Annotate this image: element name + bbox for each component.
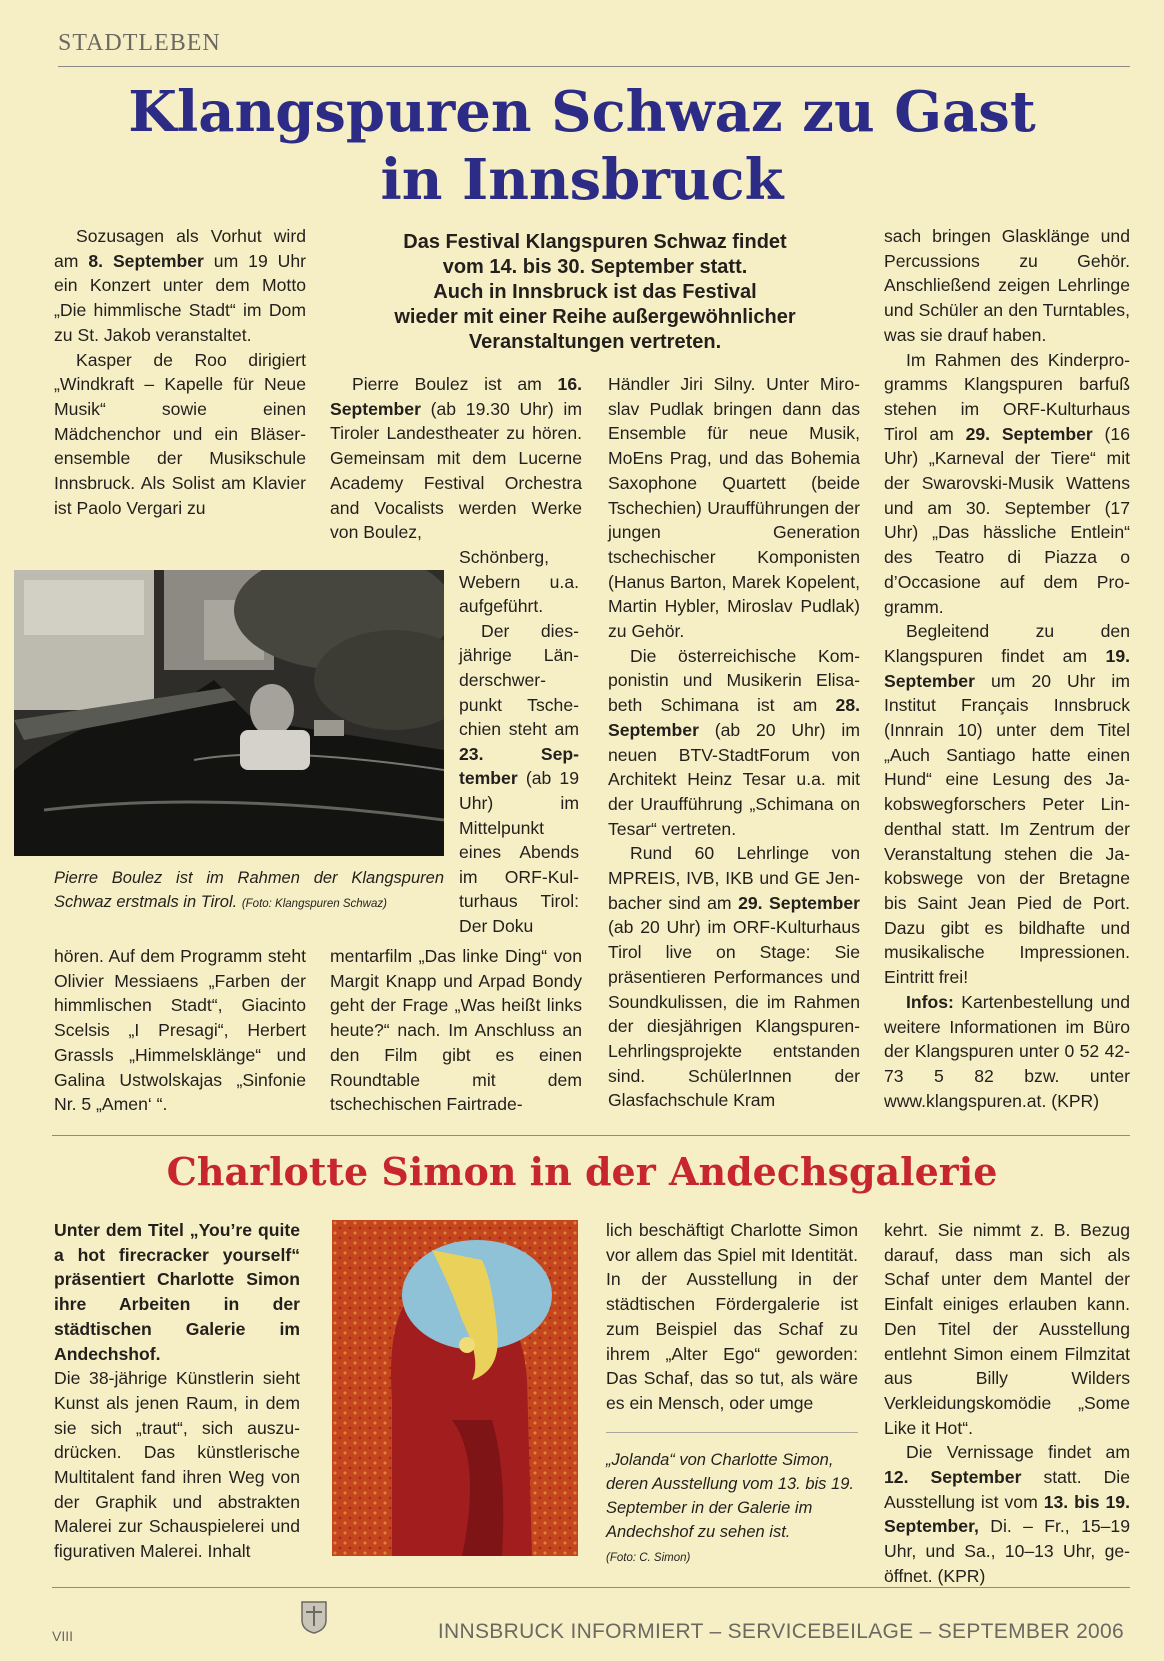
boulez-photo (14, 570, 444, 856)
boulez-photo-illustration (14, 570, 444, 856)
article-headline (60, 78, 1104, 214)
footer-divider (52, 1587, 1130, 1588)
article1-col2-bottom: mentarfilm „Das linke Ding“ von Margit Knapp und Arpad Bondy geht der Frage „Was heißt links heute?“ nach. Im Anschluss an den Film gibt es einen Roundtable mit dem tschechischen Fairtrade- (330, 946, 582, 1115)
top-divider (58, 66, 1130, 67)
article1-col1-top: Sozusagen als Vorhut wird am 8. September um 19 Uhr ein Konzert unter dem Motto „Die himmlische Stadt“ im Dom zu St. Jakob veranstaltet. Kasper de Roo dirigiert „Windkraft – Kapelle für Neue Musik“ sowie einen Mädchenchor und ein Bläserensemble der Musikschule Innsbruck. Als Solist am Klavier ist Paolo Vergari zu (54, 226, 306, 518)
boulez-photo-caption: Pierre Boulez ist im Rahmen der Klangspuren Schwaz erstmals in Tirol. (Foto: Klangspuren Schwaz) (54, 869, 444, 911)
article1-col2-narrow: Schönberg, Webern u.a. aufgeführt. Der diesjährige Länderschwerpunkt Tschechien steht am 23. September (ab 19 Uhr) im Mittelpunkt eines Abends im ORF-Kulturhaus Tirol: Der Doku (459, 547, 579, 936)
article2-col1: Unter dem Titel „You’re quite a hot firecracker yourself“ präsentiert Charlotte Simon ihre Arbeiten in der städtischen Galerie im Andechshof. Die 38-jährige Künstlerin sieht Kunst als jenen Raum, in dem sie sich „traut“, sich auszudrücken. Das künstlerische Multitalent fand ihren Weg von der Graphik und abstrakten Malerei zur Schauspielerei und figurativen Malerei. Inhalt (54, 1220, 300, 1562)
article1-col2-top: Pierre Boulez ist am 16. September (ab 19.30 Uhr) im Tiroler Landestheater zu hören. Gemeinsam mit dem Lucerne Academy Festival Orchestra and Vocalists werden Werke von Boulez, (330, 374, 582, 543)
article1-col3: Händler Jiri Silny. Unter Miroslav Pudlak bringen dann das Ensemble für neue Musik, MoEns Prag, und das Bohemia Saxophone Quartett (beide Tschechien) Uraufführungen der jungen Generation tschechischer Komponisten (Hanus Barton, Marek Kopelent, Martin Hybler, Miroslav Pudlak) zu Gehör. Die österreichische Komponistin und Musikerin Elisabeth Schimana ist am 28. September (ab 20 Uhr) im neuen BTV-StadtForum von Architekt Heinz Tesar u.a. mit der Uraufführung „Schimana on Tesar“ vertreten. Rund 60 Lehrlinge von MPREIS, IVB, IKB und GE Jenbacher sind am 29. September (ab 20 Uhr) im ORF-Kulturhaus Tirol live on Stage: Sie präsentieren Performances und Soundkulissen, die im Rahmen der diesjährigen Klangspuren-Lehrlingsprojekte entstanden sind. SchülerInnen der Glasfachschule Kram (608, 374, 860, 1111)
article1-col1-bottom: hören. Auf dem Programm steht Olivier Messiaens „Farben der himmlischen Stadt“, Giacinto Scelsis „I Presagi“, Herbert Grassls „Himmelsklänge“ und Galina Ustwolskajas „Sinfonie Nr. 5 „Amen‘ “. (54, 946, 306, 1115)
photo-credit: (Foto: C. Simon) (606, 1552, 691, 1564)
article2-col3: lich beschäftigt Charlotte Simon vor allem das Spiel mit Identität. In der Ausstellung in der städtischen Fördergalerie ist zum Beispiel das Schaf zu ihrem „Alter Ego“ geworden: Das Schaf, das so tut, als wäre es ein Mensch, oder umge (606, 1220, 858, 1413)
publication-footer: INNSBRUCK INFORMIERT – SERVICEBEILAGE – SEPTEMBER 2006 (437, 1620, 1124, 1643)
city-crest-icon (300, 1600, 328, 1634)
article2-headline: Charlotte Simon in der Andechsgalerie (166, 1149, 998, 1194)
article-divider (52, 1135, 1130, 1136)
article1-col4: sach bringen Glasklänge und Percussions zu Gehör. Anschließend zeigen Lehrlinge und Schüler an den Turntables, was sie drauf haben. Im Rahmen des Kinderprogramms Klangspuren barfuß stehen im ORF-Kulturhaus Tirol am 29. September (16 Uhr) „Karneval der Tiere“ mit der Swarovski-Musik Wattens und am 30. September (17 Uhr) „Das hässliche Entlein“ des Teatro di Piazza o d’Occasione auf dem Programm. Begleitend zu den Klangspuren findet am 19. September um 20 Uhr im Institut Français Innsbruck (Innrain 10) unter dem Titel „Auch Santiago hatte einen Hund“ eine Lesung des Jakobswegforschers Peter Lindenthal statt. Im Zentrum der Veranstaltung stehen die Jakobswege von der Bretagne bis Saint Jean Pied de Port. Dazu gibt es bildhafte und musikalische Impressionen. Eintritt frei! Infos: Kartenbestellung und weitere Informationen im Büro der Klangspuren unter 0 52 42-73 5 82 bzw. unter www.klangspuren.at. (KPR) (884, 226, 1130, 1111)
caption-divider (606, 1432, 858, 1433)
article2-col4: kehrt. Sie nimmt z. B. Bezug darauf, dass man sich als Schaf unter dem Mantel der Einfalt einiges erlauben kann. Den Titel der Ausstellung entlehnt Simon einem Filmzitat aus Billy Wilders Verkleidungskomödie „Some Like it Hot“. Die Vernissage findet am 12. September statt. Die Ausstellung ist vom 13. bis 19. September, Di. – Fr., 15–19 Uhr, und Sa., 10–13 Uhr, geöffnet. (KPR) (884, 1220, 1131, 1586)
page-number: VIII (52, 1628, 74, 1644)
section-label: STADTLEBEN (58, 30, 221, 56)
article-lead: Das Festival Klangspuren Schwaz findet vom 14. bis 30. September statt. Auch in Innsbruck ist das Festival wieder mit einer Reihe außergewöhnlicher Veranstaltungen vertreten. (394, 231, 796, 353)
headline-line-2: in Innsbruck (380, 147, 784, 213)
photo-credit: (Foto: Klangspuren Schwaz) (241, 898, 387, 910)
headline-line-1: Klangspuren Schwaz zu Gast (128, 79, 1036, 145)
jolanda-caption: „Jolanda“ von Charlotte Simon, deren Ausstellung vom 13. bis 19. September in der Galerie im Andechshof zu sehen ist. (Foto: C. Simon) (606, 1451, 854, 1564)
jolanda-painting-illustration (332, 1220, 578, 1556)
jolanda-painting (332, 1220, 578, 1556)
